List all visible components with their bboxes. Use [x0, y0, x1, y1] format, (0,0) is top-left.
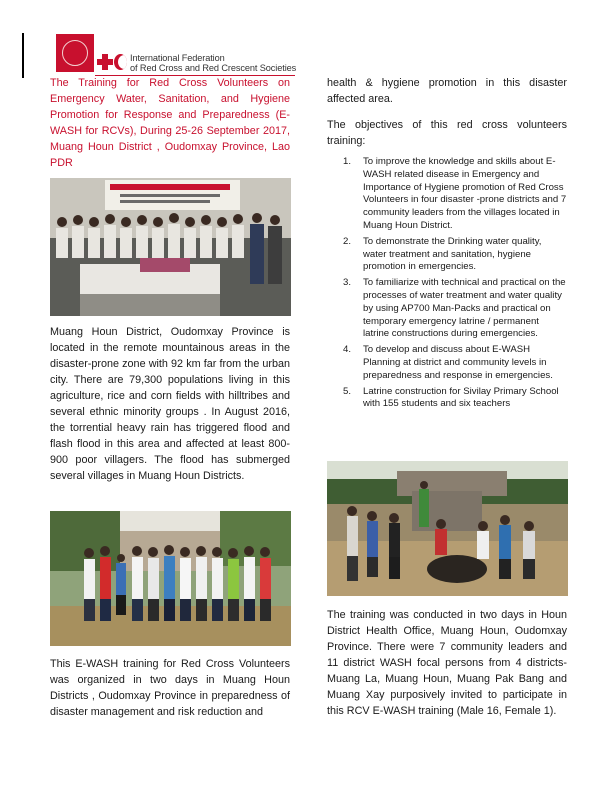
training-organized-paragraph: This E-WASH training for Red Cross Volunteers was organized in two days in Muang Houn Districts , Oudomxay Province in preparedness of disaster management and risk reduction and [50, 658, 290, 718]
training-description-block [50, 656, 290, 720]
lao-red-cross-logo [56, 34, 94, 72]
training-conducted-paragraph: The training was conducted in two days in Houn District Health Office, Muang Houn, Oudomxay Province. There were 7 community leaders and 11 district WASH focal persons from 4 districts-Muang La, Muang Houn, Muang Pak Bang and Muang Xay purposively invited to participate in this RCV E-WASH training (Male 16, Female 1). [327, 609, 567, 717]
objective-item [337, 236, 567, 274]
objective-text: Latrine construction for Sivilay Primary School with 155 students and six teachers [363, 385, 559, 410]
article-title-block [50, 75, 290, 171]
right-intro-block [327, 75, 567, 107]
ifrc-name [130, 53, 296, 73]
margin-marker [22, 33, 24, 78]
red-cross-emblem-icon [97, 54, 113, 70]
objective-text: To improve the knowledge and skills about E-WASH related disease in Emergency and Importance of Hygiene promotion of Red Cross Volunteers in four disaster -prone districts and 7 community leaders from the villages located in Muang Houn District. [363, 156, 567, 231]
objectives-intro-block [327, 117, 567, 149]
article-title: The Training for Red Cross Volunteers on Emergency Water, Sanitation, and Hygiene Promotion for Response and Preparedness (E-WASH for RCVs), During 25-26 September 2017, Muang Houn District , Oudomxay Province, Lao PDR [50, 77, 290, 169]
ifrc-name-line1: International Federation [130, 53, 225, 63]
objective-item [337, 277, 567, 341]
objective-number: 5. [343, 385, 352, 397]
objectives-list-block [337, 156, 567, 414]
objective-item [337, 344, 567, 382]
objective-number: 1. [343, 156, 352, 167]
latrine-construction-photo [327, 461, 568, 596]
training-group-photo [50, 178, 291, 316]
objective-item [337, 386, 567, 412]
training-conducted-block [327, 607, 567, 719]
objective-text: To develop and discuss about E-WASH Planning at district and community levels in preparedness and response in emergencies. [363, 344, 553, 381]
red-crescent-emblem-icon [114, 54, 127, 70]
objective-text: To familiarize with technical and practical on the processes of water treatment and water quality by using AP700 Man-Packs and practical on temporary emergency latrine / permanent latrine constructions during emergencies. [363, 277, 566, 340]
objectives-list [337, 156, 567, 411]
volunteers-outdoor-photo [50, 511, 291, 646]
district-description: Muang Houn District, Oudomxay Province is located in the remote mountainous areas in the disaster-prone zone with 92 km far from the urban city. There are 79,300 populations living in this agriculture, rice and corn fields with hilltribes and several ethnic minority groups . In August 2016, the torrential heavy rain has triggered flood and flash flood in this area and affected at least 800-900 poor villagers. The flood has submerged several villages in Muang Houn Districts. [50, 326, 290, 482]
intro-paragraph-block [50, 324, 290, 484]
ifrc-name-line2: of Red Cross and Red Crescent Societies [130, 63, 297, 73]
objective-text: To demonstrate the Drinking water quality, water treatment and sanitation, hygiene promotion in emergencies. [363, 235, 542, 273]
objective-number: 2. [343, 235, 352, 247]
objectives-intro: The objectives of this red cross volunteers training: [327, 119, 567, 147]
objective-item [337, 156, 567, 233]
objective-number: 4. [343, 344, 352, 356]
objective-number: 3. [343, 277, 352, 289]
hygiene-promotion-text: health & hygiene promotion in this disaster affected area. [327, 77, 567, 105]
